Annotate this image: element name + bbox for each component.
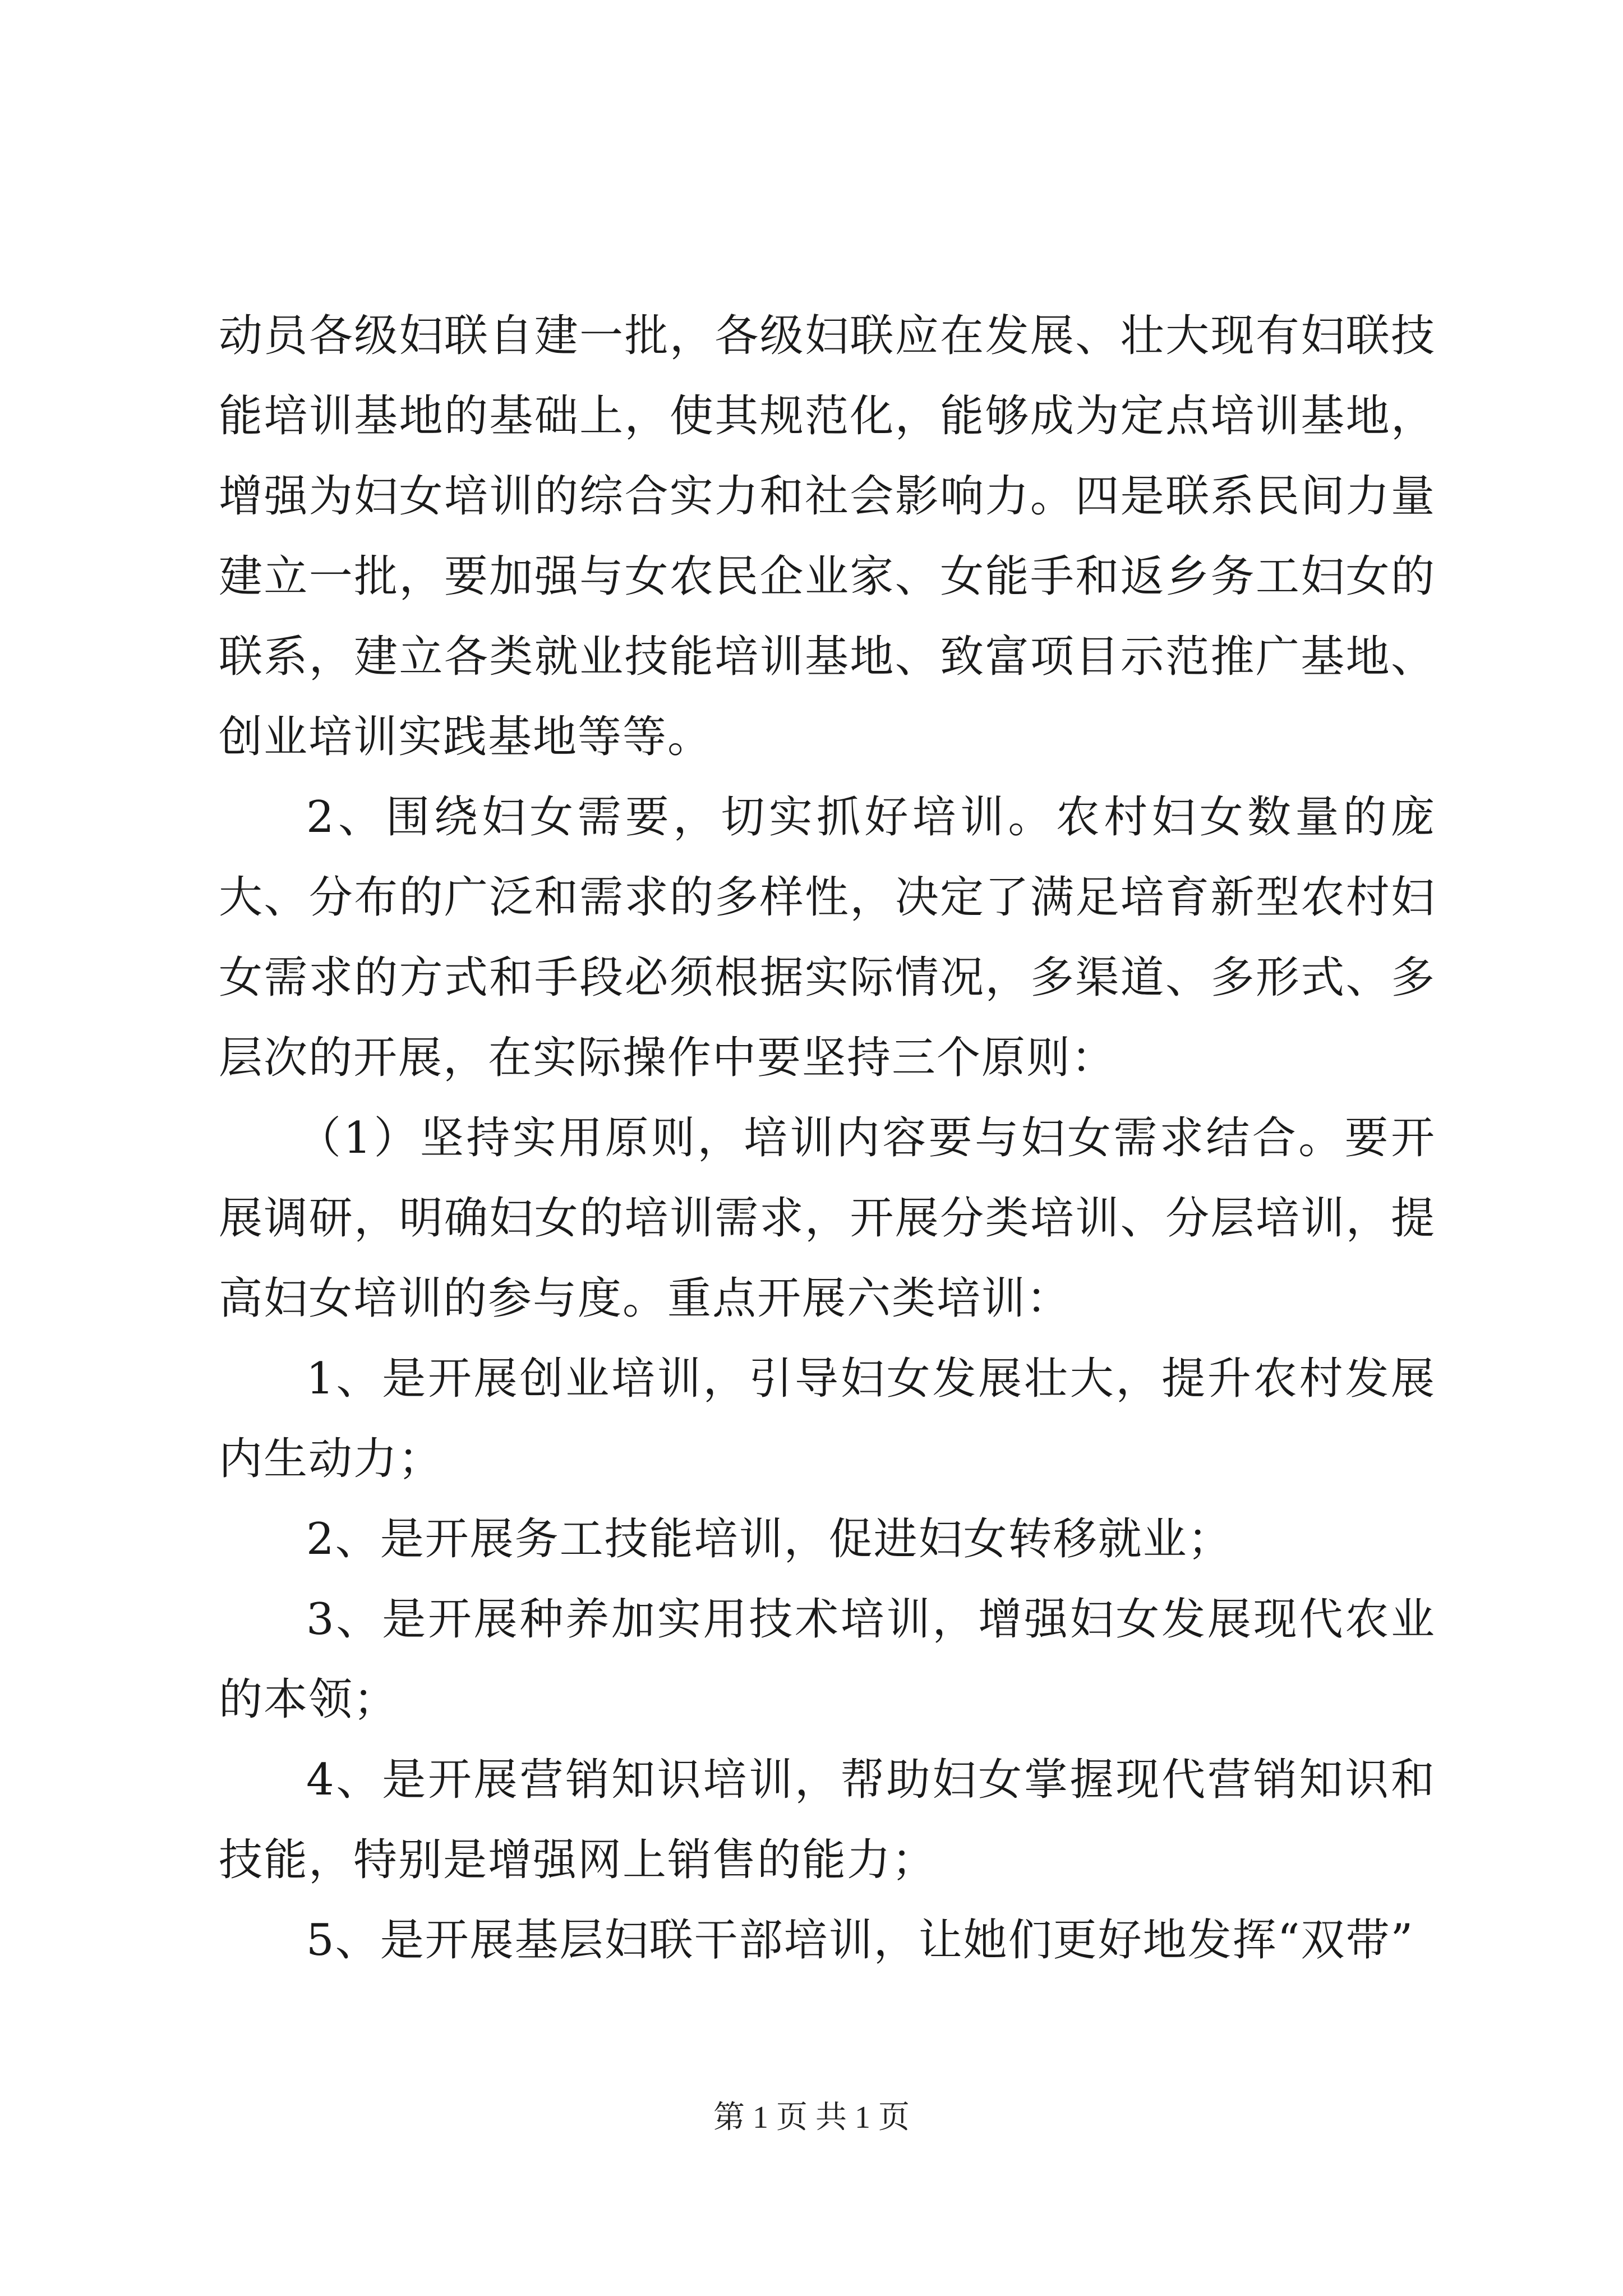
- paragraph-training-needs: 2、围绕妇女需要，切实抓好培训。农村妇女数量的庞大、分布的广泛和需求的多样性，决定了满足培育新型农村妇女需求的方式和手段必须根据实际情况，多渠道、多形式、多层次的开展，在实际操作中要坚持三个原则：: [219, 792, 1436, 1083]
- list-item-entrepreneurship-training: 1、是开展创业培训，引导妇女发展壮大，提升农村发展内生动力；: [219, 1354, 1436, 1484]
- list-item-job-skills-training: 2、是开展务工技能培训，促进妇女转移就业；: [306, 1514, 1233, 1565]
- paragraph-practical-principle: （1）坚持实用原则，培训内容要与妇女需求结合。要开展调研，明确妇女的培训需求，开展分类培训、分层培训，提高妇女培训的参与度。重点开展六类培训：: [219, 1113, 1436, 1324]
- paragraph-training-bases: 动员各级妇联自建一批，各级妇联应在发展、壮大现有妇联技能培训基地的基础上，使其规范化，能够成为定点培训基地，增强为妇女培训的综合实力和社会影响力。四是联系民间力量建立一批，要加强与女农民企业家、女能手和返乡务工妇女的联系，建立各类就业技能培训基地、致富项目示范推广基地、创业培训实践基地等等。: [219, 311, 1436, 762]
- page-footer: 第 1 页 共 1 页: [713, 2100, 910, 2135]
- list-item-agricultural-tech-training: 3、是开展种养加实用技术培训，增强妇女发展现代农业的本领；: [219, 1594, 1436, 1725]
- list-item-cadre-training: 5、是开展基层妇联干部培训，让她们更好地发挥“双带”: [306, 1915, 1414, 1966]
- list-item-marketing-training: 4、是开展营销知识培训，帮助妇女掌握现代营销知识和技能，特别是增强网上销售的能力；: [219, 1755, 1436, 1885]
- document-body: [219, 296, 1436, 1981]
